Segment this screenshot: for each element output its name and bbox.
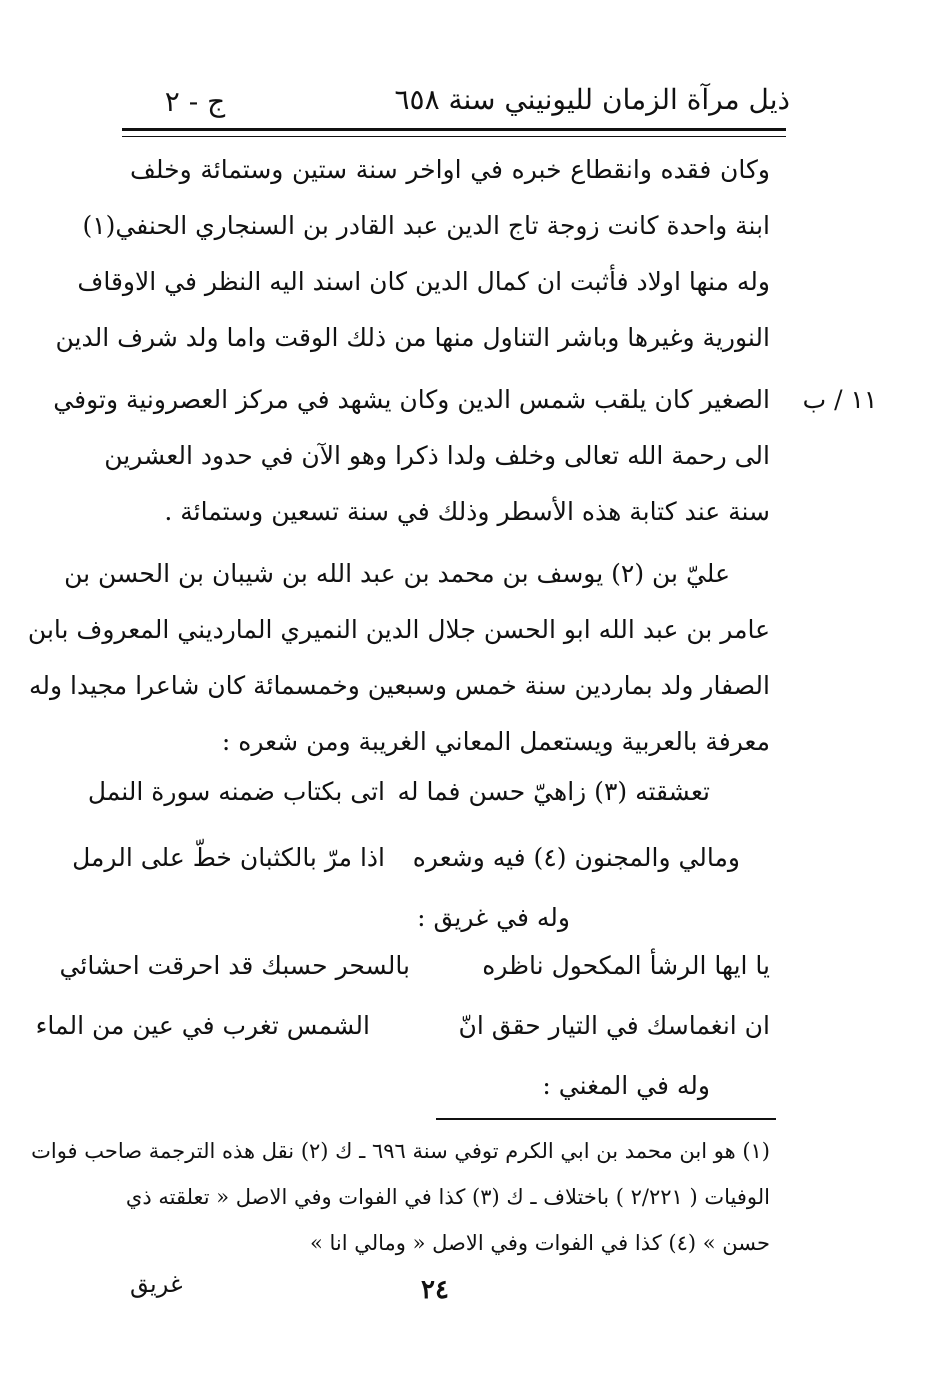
body-line: النورية وغيرها وباشر التناول منها من ذلك الوقت واما ولد شرف الدين (55, 323, 770, 352)
body-line: ابنة واحدة كانت زوجة تاج الدين عبد القادر بن السنجاري الحنفي(١) (82, 211, 770, 240)
folio-margin-note: ١١ / ب (802, 385, 878, 414)
page-number: ٢٤ (421, 1275, 449, 1305)
poem-intro: وله في المغني : (542, 1071, 710, 1100)
biography-line: الصفار ولد بماردين سنة خمس وسبعين وخمسمائة كان شاعرا مجيدا وله (28, 671, 770, 700)
verse-hemistich-first: ومالي والمجنون (٤) فيه وشعره (412, 843, 740, 872)
body-line: وله منها اولاد فأثبت ان كمال الدين كان اسند اليه النظر في الاوقاف (77, 267, 770, 296)
running-title: ذيل مرآة الزمان لليونيني سنة ٦٥٨ (394, 83, 790, 116)
body-line: سنة عند كتابة هذه الأسطر وذلك في سنة تسعين وستمائة . (164, 497, 770, 526)
verse-hemistich-first: تعشقته (٣) زاهيّ حسن فما له (397, 777, 710, 806)
verse-hemistich-second: بالسحر حسبك قد احرقت احشائي (59, 951, 410, 980)
footnote-rule (436, 1118, 776, 1120)
footnote-line: الوفيات ( ٢/٢٢١ ) باختلاف ـ ك (٣) كذا في الفوات وفي الاصل « تعلقته ذي (125, 1185, 770, 1209)
verse-hemistich-second: اذا مرّ بالكثبان خطّ على الرمل (72, 843, 385, 872)
verse-hemistich-first: ان انغماسك في التيار حقق انّ (458, 1011, 770, 1040)
footnote-line: حسن » (٤) كذا في الفوات وفي الاصل « ومالي انا » (309, 1231, 770, 1255)
header-rule-thin (122, 136, 786, 137)
body-line: الى رحمة الله تعالى وخلف ولدا ذكرا وهو الآن في حدود العشرين (104, 441, 770, 470)
verse-hemistich-first: يا ايها الرشأ المكحول ناظره (482, 951, 770, 980)
biography-line: عليّ بن (٢) يوسف بن محمد بن عبد الله بن شيبان بن الحسن بن (64, 559, 730, 588)
volume-label: ج - ٢ (164, 85, 226, 118)
verse-hemistich-second: الشمس تغرب في عين من الماء (35, 1011, 370, 1040)
footnote-line: (١) هو ابن محمد بن ابي الكرم توفي سنة ٦٩٦ ـ ك (٢) نقل هذه الترجمة صاحب فوات (31, 1139, 770, 1163)
biography-line: عامر بن عبد الله ابو الحسن جلال الدين النميري المارديني المعروف بابن (27, 615, 770, 644)
biography-line: معرفة بالعربية ويستعمل المعاني الغريبة ومن شعره : (221, 727, 770, 756)
verse-hemistich-second: اتى بكتاب ضمنه سورة النمل (87, 777, 385, 806)
header-rule-thick (122, 128, 786, 131)
catchword: غريق (130, 1270, 183, 1298)
body-line: وكان فقده وانقطاع خبره في اواخر سنة ستين وستمائة وخلف (130, 155, 770, 184)
poem-intro: وله في غريق : (417, 903, 570, 932)
body-line: الصغير كان يلقب شمس الدين وكان يشهد في مركز العصرونية وتوفي (53, 385, 770, 414)
